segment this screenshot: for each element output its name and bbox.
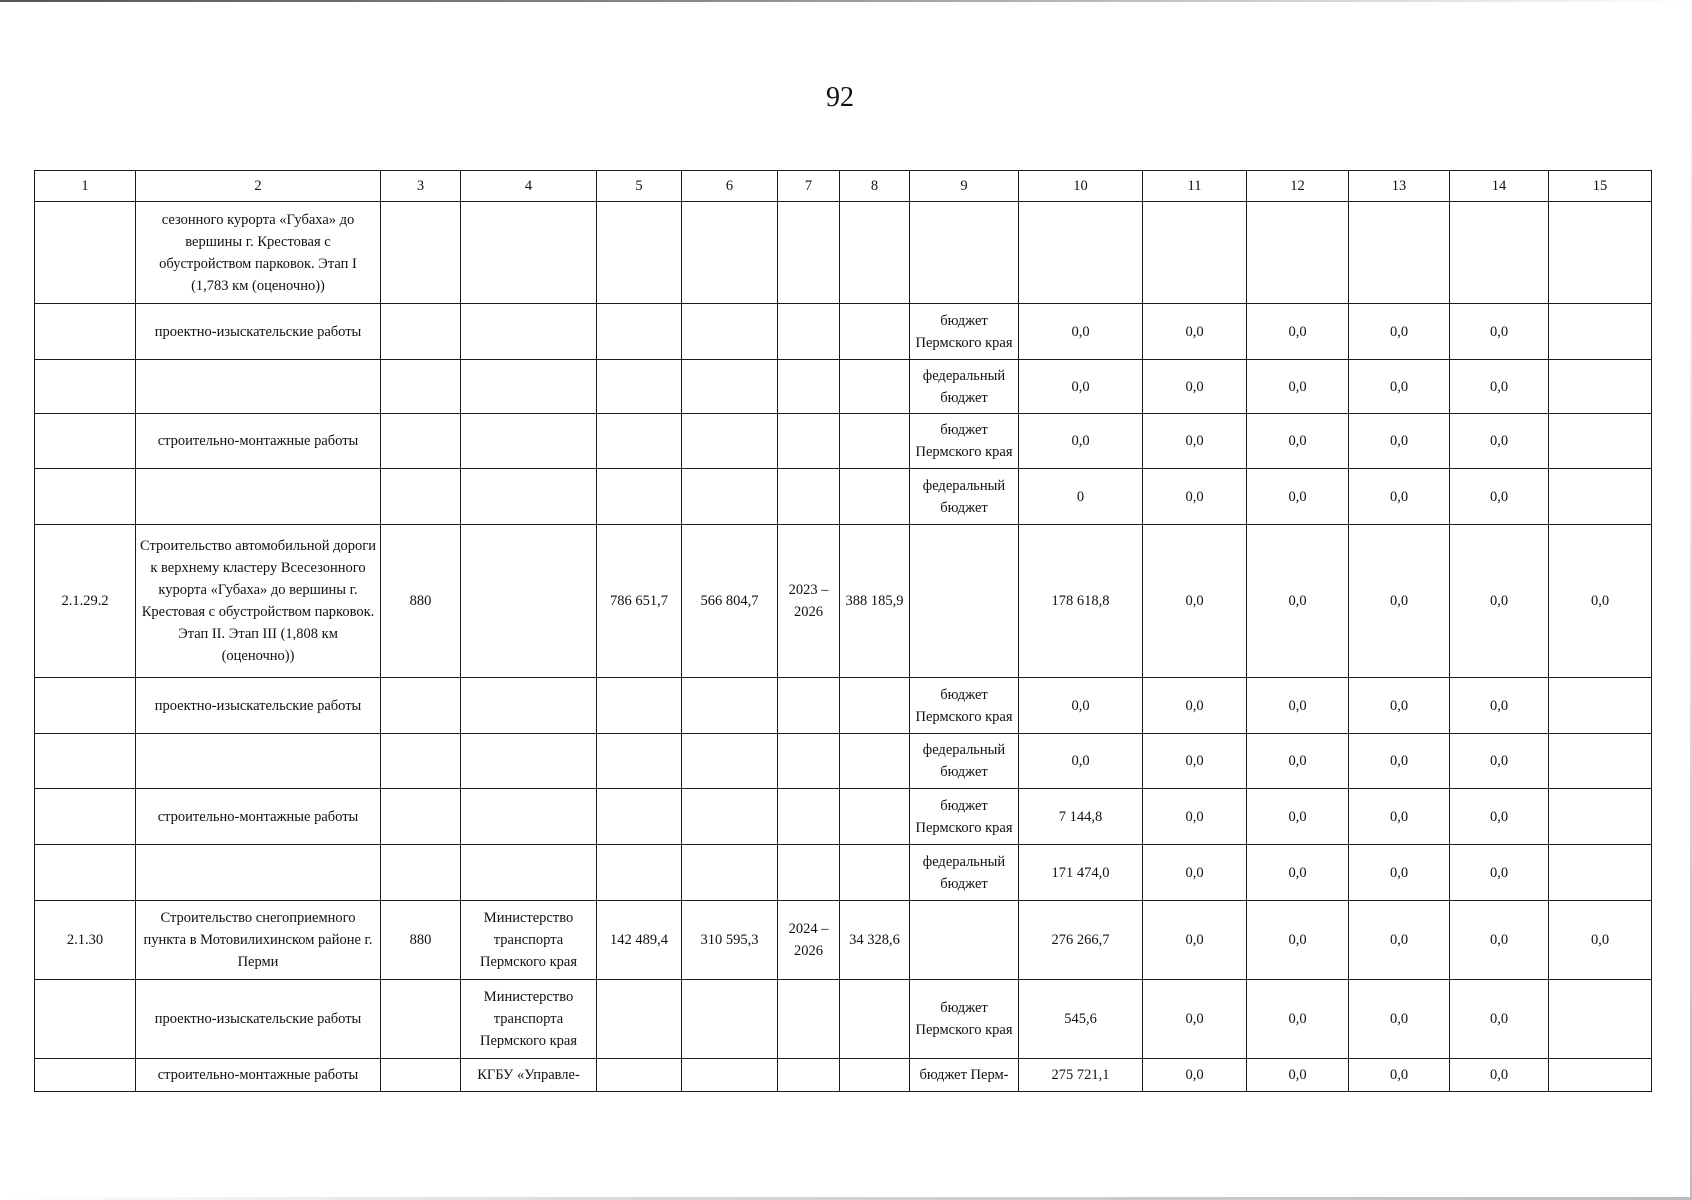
table-cell: 0,0 (1349, 678, 1450, 734)
table-cell (597, 202, 682, 304)
table-cell: 0,0 (1143, 845, 1247, 901)
table-row (35, 202, 1652, 304)
table-cell (778, 202, 840, 304)
table-cell: 0,0 (1247, 734, 1349, 789)
table-cell: 0,0 (1450, 901, 1549, 980)
column-header: 1 (35, 171, 136, 202)
table-cell: 0,0 (1143, 980, 1247, 1059)
table-cell: Министерство транспорта Пермского края (461, 980, 597, 1059)
table-cell (461, 469, 597, 525)
table-cell: 0,0 (1549, 525, 1652, 678)
table-cell (1450, 202, 1549, 304)
table-cell (1549, 980, 1652, 1059)
table-cell: 0,0 (1450, 469, 1549, 525)
table-cell (682, 304, 778, 360)
table-row (35, 1059, 1652, 1092)
table-cell (461, 789, 597, 845)
table-cell: федеральный бюджет (910, 734, 1019, 789)
table-cell: 0,0 (1247, 304, 1349, 360)
table-cell: 0,0 (1019, 734, 1143, 789)
table-cell: 0,0 (1349, 734, 1450, 789)
table-cell: 880 (381, 901, 461, 980)
table-row (35, 734, 1652, 789)
table-cell (682, 678, 778, 734)
column-header: 9 (910, 171, 1019, 202)
scan-edge-top (0, 0, 1692, 2)
table-cell (35, 469, 136, 525)
table-cell (1549, 414, 1652, 469)
table-cell (840, 304, 910, 360)
table-cell: 0,0 (1349, 414, 1450, 469)
table-cell: проектно-изыскательские работы (136, 980, 381, 1059)
table-cell (778, 469, 840, 525)
table-row (35, 789, 1652, 845)
column-header: 7 (778, 171, 840, 202)
table-cell: строительно-монтажные работы (136, 789, 381, 845)
table-cell (381, 845, 461, 901)
table-cell: 0 (1019, 469, 1143, 525)
table-cell: 0,0 (1450, 304, 1549, 360)
table-cell (597, 304, 682, 360)
table-cell (682, 980, 778, 1059)
table-cell (461, 414, 597, 469)
table-body (35, 171, 1652, 1092)
table-cell (1143, 202, 1247, 304)
table-cell: бюджет Пермского края (910, 414, 1019, 469)
table-cell: 0,0 (1349, 789, 1450, 845)
table-cell: 2.1.30 (35, 901, 136, 980)
table-cell (1549, 304, 1652, 360)
table-cell: 0,0 (1143, 469, 1247, 525)
table-cell (461, 845, 597, 901)
table-cell (1019, 202, 1143, 304)
table-cell: сезонного курорта «Губаха» до вершины г. Крестовая с обустройством парковок. Этап I (1,783 км (оценочно)) (136, 202, 381, 304)
table-cell: 0,0 (1349, 360, 1450, 414)
table-cell (597, 789, 682, 845)
column-header: 3 (381, 171, 461, 202)
table-cell (381, 304, 461, 360)
table-cell: 2023 – 2026 (778, 525, 840, 678)
table-cell: 0,0 (1019, 414, 1143, 469)
table-row (35, 414, 1652, 469)
table-cell (910, 202, 1019, 304)
budget-table (34, 170, 1652, 1092)
column-header: 5 (597, 171, 682, 202)
table-cell (910, 901, 1019, 980)
column-header: 10 (1019, 171, 1143, 202)
table-cell (840, 1059, 910, 1092)
table-cell (597, 469, 682, 525)
table-cell: 0,0 (1247, 901, 1349, 980)
table-cell: 0,0 (1349, 901, 1450, 980)
table-cell (1549, 202, 1652, 304)
table-cell (35, 414, 136, 469)
table-cell: строительно-монтажные работы (136, 414, 381, 469)
table-cell: 0,0 (1019, 304, 1143, 360)
table-cell: 880 (381, 525, 461, 678)
table-cell (1549, 789, 1652, 845)
table-cell: федеральный бюджет (910, 469, 1019, 525)
table-cell: 0,0 (1247, 980, 1349, 1059)
column-header: 13 (1349, 171, 1450, 202)
page-number: 92 (826, 82, 854, 113)
table-cell: 171 474,0 (1019, 845, 1143, 901)
table-cell: строительно-монтажные работы (136, 1059, 381, 1092)
table-cell: 0,0 (1247, 469, 1349, 525)
table-cell: 0,0 (1143, 414, 1247, 469)
table-cell: Строительство снегоприемного пункта в Мотовилихинском районе г. Перми (136, 901, 381, 980)
table-cell (381, 360, 461, 414)
table-cell: 34 328,6 (840, 901, 910, 980)
table-cell: 0,0 (1143, 901, 1247, 980)
table-row (35, 901, 1652, 980)
table-cell (778, 360, 840, 414)
column-header: 11 (1143, 171, 1247, 202)
table-cell: 0,0 (1349, 1059, 1450, 1092)
table-cell: 388 185,9 (840, 525, 910, 678)
table-cell: Министерство транспорта Пермского края (461, 901, 597, 980)
table-cell (381, 789, 461, 845)
table-cell: 0,0 (1549, 901, 1652, 980)
table-cell (461, 734, 597, 789)
table-cell: 0,0 (1143, 304, 1247, 360)
table-cell (461, 202, 597, 304)
table-cell (778, 980, 840, 1059)
table-cell (597, 414, 682, 469)
table-cell (597, 1059, 682, 1092)
table-cell (840, 734, 910, 789)
table-cell (381, 202, 461, 304)
table-cell (682, 414, 778, 469)
table-cell: 0,0 (1349, 845, 1450, 901)
column-header: 12 (1247, 171, 1349, 202)
table-cell: 2024 – 2026 (778, 901, 840, 980)
table-cell (381, 734, 461, 789)
table-cell (136, 360, 381, 414)
table-cell: Строительство автомобильной дороги к верхнему кластеру Всесезонного курорта «Губаха» до вершины г. Крестовая с обустройством парковок. Этап II. Этап III (1,808 км (оценочно)) (136, 525, 381, 678)
table-cell (778, 414, 840, 469)
table-cell (1549, 678, 1652, 734)
table-cell: 0,0 (1450, 734, 1549, 789)
table-cell: 276 266,7 (1019, 901, 1143, 980)
column-header: 2 (136, 171, 381, 202)
table-cell (597, 360, 682, 414)
table-cell: бюджет Пермского края (910, 789, 1019, 845)
table-cell (1549, 845, 1652, 901)
table-cell (35, 789, 136, 845)
table-cell (682, 845, 778, 901)
table-cell (35, 734, 136, 789)
table-cell (597, 845, 682, 901)
table-cell (597, 678, 682, 734)
table-cell (778, 304, 840, 360)
table-cell (381, 678, 461, 734)
table-cell (461, 304, 597, 360)
table-cell: 786 651,7 (597, 525, 682, 678)
table-row (35, 845, 1652, 901)
table-cell (910, 525, 1019, 678)
table-cell (1549, 734, 1652, 789)
table-cell (682, 1059, 778, 1092)
table-cell (840, 469, 910, 525)
column-header: 6 (682, 171, 778, 202)
table-cell: 2.1.29.2 (35, 525, 136, 678)
table-cell: 545,6 (1019, 980, 1143, 1059)
table-cell (35, 202, 136, 304)
table-cell: 0,0 (1450, 414, 1549, 469)
table-row (35, 304, 1652, 360)
table-cell: 566 804,7 (682, 525, 778, 678)
table-cell (136, 734, 381, 789)
table-cell: 0,0 (1450, 678, 1549, 734)
table-cell: КГБУ «Управле- (461, 1059, 597, 1092)
table-cell: 0,0 (1143, 1059, 1247, 1092)
table-cell: 0,0 (1247, 1059, 1349, 1092)
table-cell: 0,0 (1450, 525, 1549, 678)
table-cell (35, 845, 136, 901)
table-row (35, 980, 1652, 1059)
table-cell (381, 1059, 461, 1092)
table-cell: 0,0 (1143, 789, 1247, 845)
table-cell (136, 845, 381, 901)
table-cell: 0,0 (1247, 678, 1349, 734)
table-cell: 142 489,4 (597, 901, 682, 980)
table-cell: бюджет Пермского края (910, 678, 1019, 734)
table-cell: 0,0 (1143, 360, 1247, 414)
table-cell: 0,0 (1450, 980, 1549, 1059)
table-cell: 0,0 (1349, 525, 1450, 678)
table-cell: 0,0 (1349, 304, 1450, 360)
table-cell: 7 144,8 (1019, 789, 1143, 845)
table-cell (381, 414, 461, 469)
table-row (35, 469, 1652, 525)
table-cell: 0,0 (1143, 678, 1247, 734)
table-cell: бюджет Пермского края (910, 980, 1019, 1059)
table-cell: 0,0 (1247, 789, 1349, 845)
table-cell (35, 980, 136, 1059)
table-cell (1549, 1059, 1652, 1092)
table-cell: 0,0 (1349, 980, 1450, 1059)
table-cell: 0,0 (1019, 360, 1143, 414)
table-row (35, 678, 1652, 734)
table-cell (136, 469, 381, 525)
table-cell (461, 525, 597, 678)
column-header: 8 (840, 171, 910, 202)
table-cell: 0,0 (1450, 789, 1549, 845)
table-cell (1349, 202, 1450, 304)
table-cell: 0,0 (1247, 525, 1349, 678)
table-cell: 0,0 (1143, 525, 1247, 678)
table-cell: проектно-изыскательские работы (136, 678, 381, 734)
table-cell (778, 734, 840, 789)
table-cell (840, 845, 910, 901)
table-cell (461, 360, 597, 414)
table-cell: 310 595,3 (682, 901, 778, 980)
table-cell (1549, 469, 1652, 525)
table-cell (597, 734, 682, 789)
table-cell (682, 469, 778, 525)
table-cell: 0,0 (1450, 845, 1549, 901)
column-header: 14 (1450, 171, 1549, 202)
table-cell (682, 360, 778, 414)
table-cell: 178 618,8 (1019, 525, 1143, 678)
table-cell: 0,0 (1247, 360, 1349, 414)
table-header-row (35, 171, 1652, 202)
table-cell (1247, 202, 1349, 304)
table-cell: 275 721,1 (1019, 1059, 1143, 1092)
table-cell: 0,0 (1247, 845, 1349, 901)
column-header: 15 (1549, 171, 1652, 202)
table-cell (682, 734, 778, 789)
table-cell (778, 1059, 840, 1092)
table-cell (840, 202, 910, 304)
table-cell (682, 202, 778, 304)
table-cell: 0,0 (1450, 1059, 1549, 1092)
table-cell (461, 678, 597, 734)
table-cell: 0,0 (1143, 734, 1247, 789)
table-cell (682, 789, 778, 845)
table-cell: 0,0 (1019, 678, 1143, 734)
table-cell (381, 980, 461, 1059)
table-cell: 0,0 (1450, 360, 1549, 414)
table-cell (840, 789, 910, 845)
table-cell (597, 980, 682, 1059)
table-cell (35, 678, 136, 734)
table-cell (35, 1059, 136, 1092)
table-cell: 0,0 (1349, 469, 1450, 525)
table-cell (35, 360, 136, 414)
table-cell: бюджет Перм- (910, 1059, 1019, 1092)
table-cell (840, 980, 910, 1059)
table-row (35, 525, 1652, 678)
table-row (35, 360, 1652, 414)
table-cell (1549, 360, 1652, 414)
table-cell (840, 360, 910, 414)
table-cell (35, 304, 136, 360)
table-cell: федеральный бюджет (910, 360, 1019, 414)
table-cell (381, 469, 461, 525)
table-cell (778, 845, 840, 901)
column-header: 4 (461, 171, 597, 202)
table-cell (840, 678, 910, 734)
table-cell (840, 414, 910, 469)
table-cell: 0,0 (1247, 414, 1349, 469)
table-cell (778, 678, 840, 734)
table-cell (778, 789, 840, 845)
table-cell: проектно-изыскательские работы (136, 304, 381, 360)
table-cell: бюджет Пермского края (910, 304, 1019, 360)
table-cell: федеральный бюджет (910, 845, 1019, 901)
